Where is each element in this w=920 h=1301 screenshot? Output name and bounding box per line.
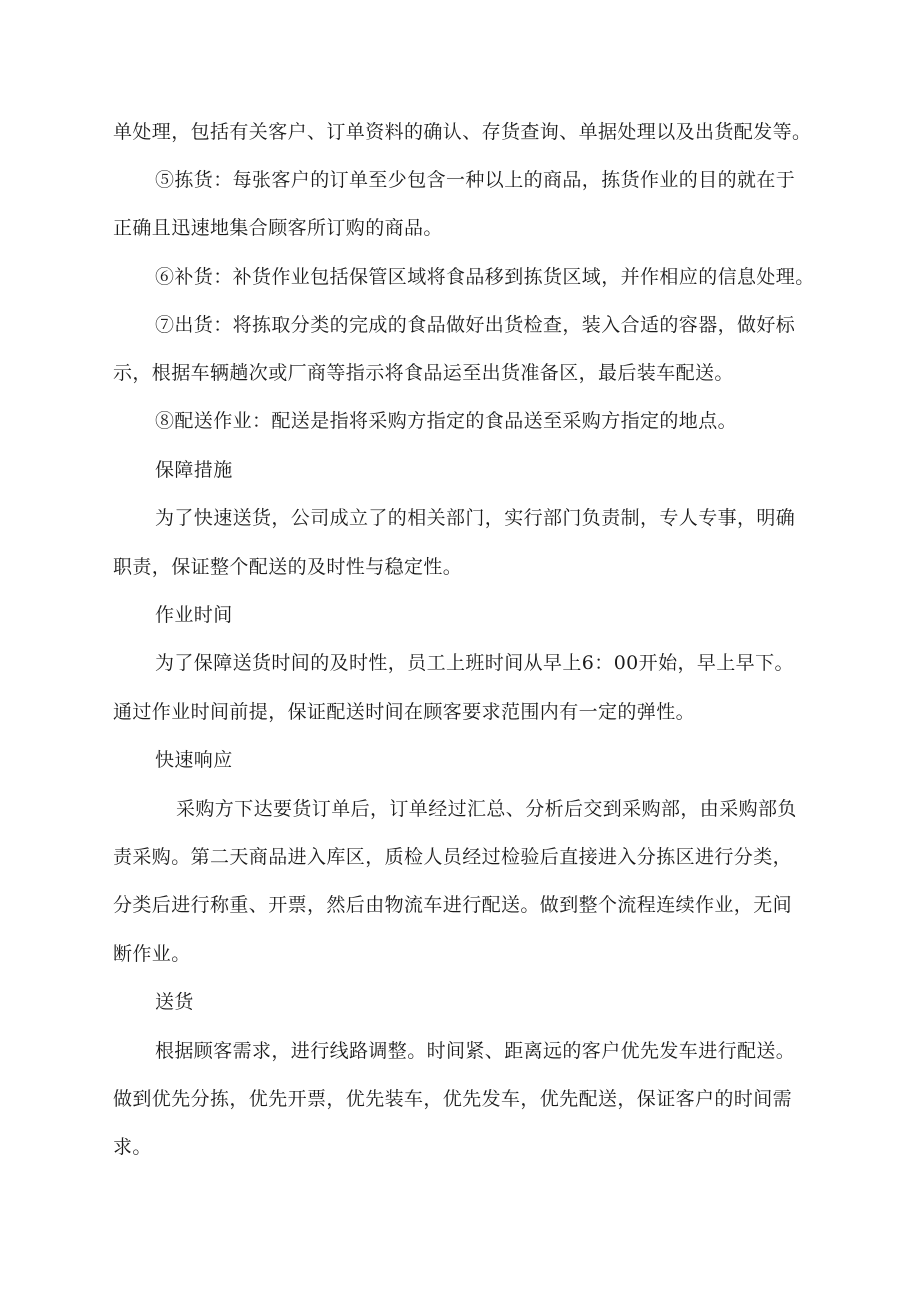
paragraph-line: 求。 — [113, 1136, 152, 1158]
paragraph-line: 为了保障送货时间的及时性，员工上班时间从早上6：00开始，早上早下。 — [155, 652, 794, 674]
paragraph-line: ⑧配送作业：配送是指将采购方指定的食品送至采购方指定的地点。 — [155, 410, 738, 432]
paragraph-line: 断作业。 — [113, 943, 191, 965]
section-heading: 快速响应 — [155, 749, 233, 771]
paragraph-line: 正确且迅速地集合顾客所订购的商品。 — [113, 217, 443, 239]
paragraph-line: 职责，保证整个配送的及时性与稳定性。 — [113, 556, 463, 578]
section-heading: 保障措施 — [155, 459, 233, 481]
paragraph-line: ⑤拣货：每张客户的订单至少包含一种以上的商品，拣货作业的目的就在于 — [155, 169, 796, 191]
paragraph-line: 通过作业时间前提，保证配送时间在顾客要求范围内有一定的弹性。 — [113, 701, 696, 723]
section-heading: 送货 — [155, 991, 194, 1013]
paragraph-line: 单处理，包括有关客户、订单资料的确认、存货查询、单据处理以及出货配发等。 — [113, 121, 812, 143]
paragraph-line: 采购方下达要货订单后，订单经过汇总、分析后交到采购部，由采购部负 — [176, 798, 797, 820]
paragraph-line: 分类后进行称重、开票，然后由物流车进行配送。做到整个流程连续作业，无间 — [113, 894, 793, 916]
paragraph-line: ⑦出货：将拣取分类的完成的食品做好出货检查，装入合适的容器，做好标 — [155, 314, 796, 336]
paragraph-line: 根据顾客需求，进行线路调整。时间紧、距离远的客户优先发车进行配送。 — [155, 1040, 796, 1062]
paragraph-line: 示，根据车辆趟次或厂商等指示将食品运至出货准备区，最后装车配送。 — [113, 362, 734, 384]
paragraph-line: ⑥补货：补货作业包括保管区域将食品移到拣货区域，并作相应的信息处理。 — [155, 266, 815, 288]
section-heading: 作业时间 — [155, 604, 233, 626]
paragraph-line: 做到优先分拣，优先开票，优先装车，优先发车，优先配送，保证客户的时间需 — [113, 1088, 793, 1110]
paragraph-line: 责采购。第二天商品进入库区，质检人员经过检验后直接进入分拣区进行分类， — [113, 846, 793, 868]
paragraph-line: 为了快速送货，公司成立了的相关部门，实行部门负责制，专人专事，明确 — [155, 507, 796, 529]
